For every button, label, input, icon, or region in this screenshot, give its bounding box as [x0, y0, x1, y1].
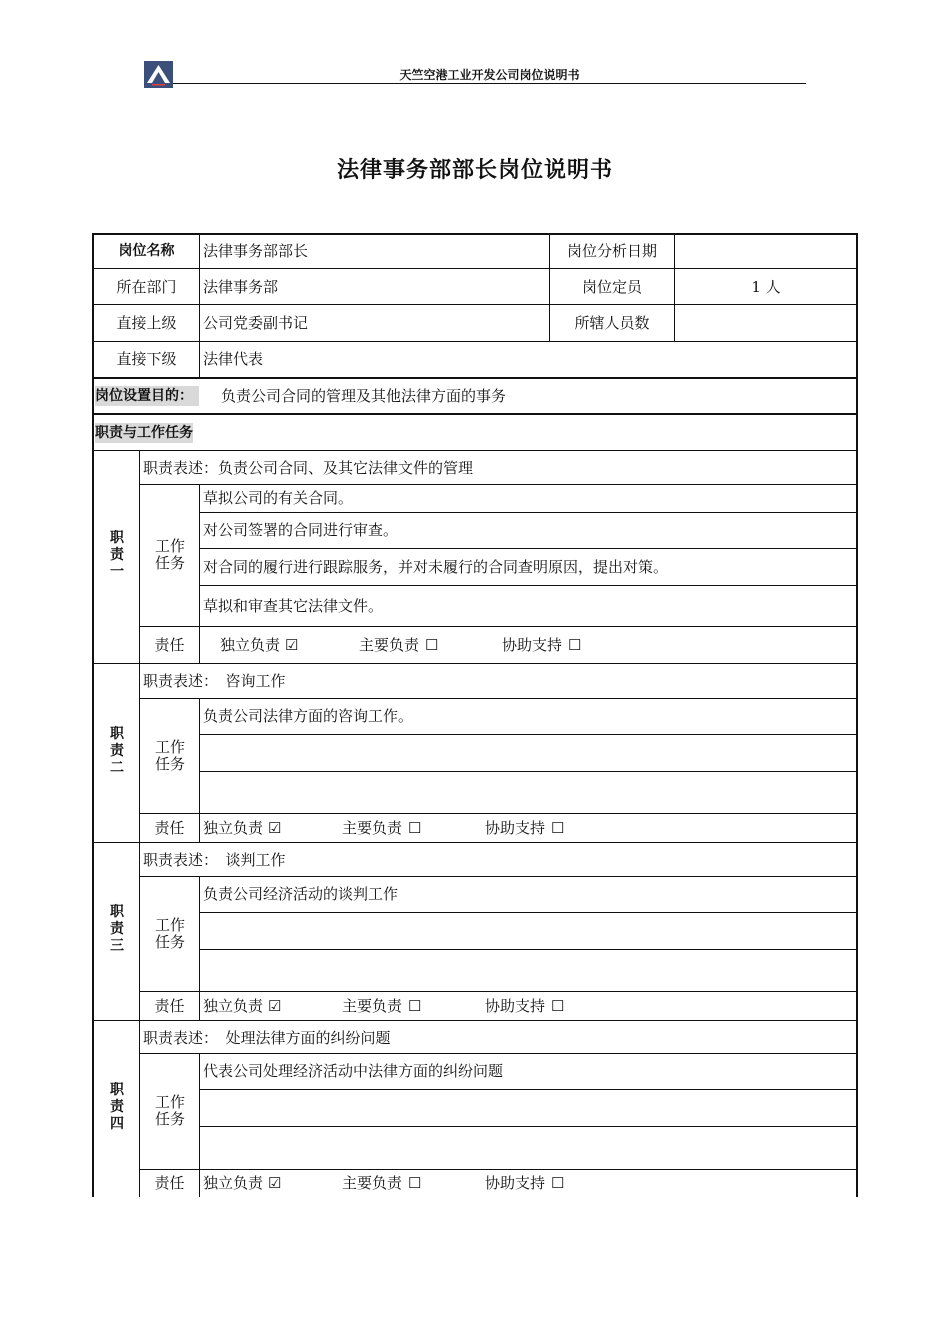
task-item: 草拟和审查其它法律文件。: [203, 596, 384, 615]
department-value: 法律事务部: [203, 278, 279, 296]
headcount-label: 岗位定员: [581, 278, 642, 296]
grid-line: [92, 341, 858, 342]
support-option: 协助支持: [485, 996, 546, 1015]
grid-line: [92, 1020, 858, 1021]
independent-option: 独立负责: [203, 1174, 264, 1192]
subordinates-count-label: 所辖人员数: [574, 314, 650, 332]
department-label: 所在部门: [116, 278, 177, 296]
duty-title: 职责一: [110, 529, 124, 580]
independent-option: 独立负责: [203, 996, 264, 1015]
empty-box-icon: ☐: [551, 818, 565, 837]
duty-statement: 职责表述： 处理法律方面的纠纷问题: [143, 1029, 391, 1047]
empty-box-icon: ☐: [408, 1174, 422, 1192]
header-company-title: 天竺空港工业开发公司岗位说明书: [399, 68, 580, 82]
grid-line: [199, 912, 858, 913]
task-item: 对公司签署的合同进行审查。: [203, 521, 399, 539]
tasks-label: 工作任务: [154, 1093, 185, 1128]
grid-line: [139, 1020, 140, 1197]
duty-statement: 职责表述：负责公司合同、及其它法律文件的管理: [143, 459, 474, 477]
grid-line: [199, 771, 858, 772]
task-item: 负责公司法律方面的咨询工作。: [203, 707, 414, 725]
grid-line: [92, 450, 858, 451]
support-option: 协助支持: [485, 1174, 546, 1192]
grid-line: [92, 842, 858, 843]
grid-line: [139, 698, 858, 699]
grid-line: [92, 663, 858, 664]
grid-line: [199, 876, 200, 1020]
independent-option: 独立负责: [220, 635, 281, 654]
task-item: 对合同的履行进行跟踪服务，并对未履行的合同查明原因，提出对策。: [203, 557, 669, 576]
grid-line: [199, 1126, 858, 1127]
tasks-label: 工作任务: [154, 915, 185, 951]
grid-line: [199, 698, 200, 842]
company-logo-icon: [144, 61, 173, 88]
main-option: 主要负责: [359, 635, 420, 654]
duty-title: 职责四: [110, 1081, 124, 1132]
checked-box-icon: ☑: [268, 996, 282, 1015]
independent-option: 独立负责: [203, 818, 264, 837]
responsibility-label: 责任: [154, 635, 185, 654]
task-item: 负责公司经济活动的谈判工作: [203, 885, 399, 903]
checked-box-icon: ☑: [285, 635, 299, 654]
grid-line: [139, 1169, 858, 1170]
grid-line: [139, 1053, 858, 1054]
position-name-label: 岗位名称: [118, 243, 175, 259]
empty-box-icon: ☐: [425, 635, 439, 654]
main-option: 主要负责: [342, 996, 403, 1015]
responsibility-label: 责任: [154, 818, 185, 837]
support-option: 协助支持: [485, 818, 546, 837]
grid-line: [199, 949, 858, 950]
grid-line: [139, 842, 140, 1020]
grid-line: [199, 234, 200, 377]
grid-line: [199, 585, 858, 586]
task-item: 代表公司处理经济活动中法律方面的纠纷问题: [203, 1062, 504, 1080]
duty-statement: 职责表述： 咨询工作: [143, 672, 286, 690]
responsibility-label: 责任: [154, 1174, 185, 1192]
support-option: 协助支持: [502, 635, 563, 654]
responsibility-label: 责任: [154, 996, 185, 1015]
grid-line: [92, 304, 858, 305]
task-item: 草拟公司的有关合同。: [203, 489, 354, 507]
grid-line: [139, 663, 140, 842]
grid-line: [199, 734, 858, 735]
purpose-label: 岗位设置目的：: [95, 386, 199, 406]
subordinate-label: 直接下级: [116, 350, 177, 368]
empty-box-icon: ☐: [551, 1174, 565, 1192]
tasks-label: 工作任务: [154, 537, 185, 572]
empty-box-icon: ☐: [551, 996, 565, 1015]
header-rule: [173, 83, 806, 84]
checked-box-icon: ☑: [268, 1174, 282, 1192]
main-option: 主要负责: [342, 1174, 403, 1192]
grid-line: [139, 876, 858, 877]
superior-label: 直接上级: [116, 314, 177, 332]
checked-box-icon: ☑: [268, 818, 282, 837]
grid-line: [199, 484, 200, 663]
grid-line: [139, 626, 858, 627]
grid-line: [92, 377, 858, 379]
position-name-value: 法律事务部部长: [203, 242, 309, 260]
empty-box-icon: ☐: [568, 635, 582, 654]
grid-line: [139, 484, 858, 485]
grid-line: [92, 268, 858, 269]
grid-line: [139, 991, 858, 992]
grid-line: [199, 512, 858, 513]
subordinate-value: 法律代表: [203, 350, 264, 368]
purpose-value: 负责公司合同的管理及其他法律方面的事务: [221, 387, 507, 405]
document-title: 法律事务部部长岗位说明书: [336, 158, 613, 183]
grid-line: [92, 413, 858, 415]
grid-line: [199, 1053, 200, 1197]
main-option: 主要负责: [342, 818, 403, 837]
tasks-label: 工作任务: [154, 737, 185, 773]
grid-line: [139, 813, 858, 814]
duty-title: 职责二: [110, 725, 124, 776]
duty-title: 职责三: [110, 904, 124, 954]
duties-heading: 职责与工作任务: [95, 425, 193, 441]
duty-statement: 职责表述： 谈判工作: [143, 851, 286, 869]
headcount-value: 1 人: [751, 278, 781, 296]
grid-line: [199, 1089, 858, 1090]
superior-value: 公司党委副书记: [203, 314, 309, 332]
empty-box-icon: ☐: [408, 996, 422, 1015]
grid-line: [199, 548, 858, 549]
grid-line: [139, 450, 140, 663]
analysis-date-label: 岗位分析日期: [566, 242, 657, 260]
empty-box-icon: ☐: [408, 818, 422, 837]
